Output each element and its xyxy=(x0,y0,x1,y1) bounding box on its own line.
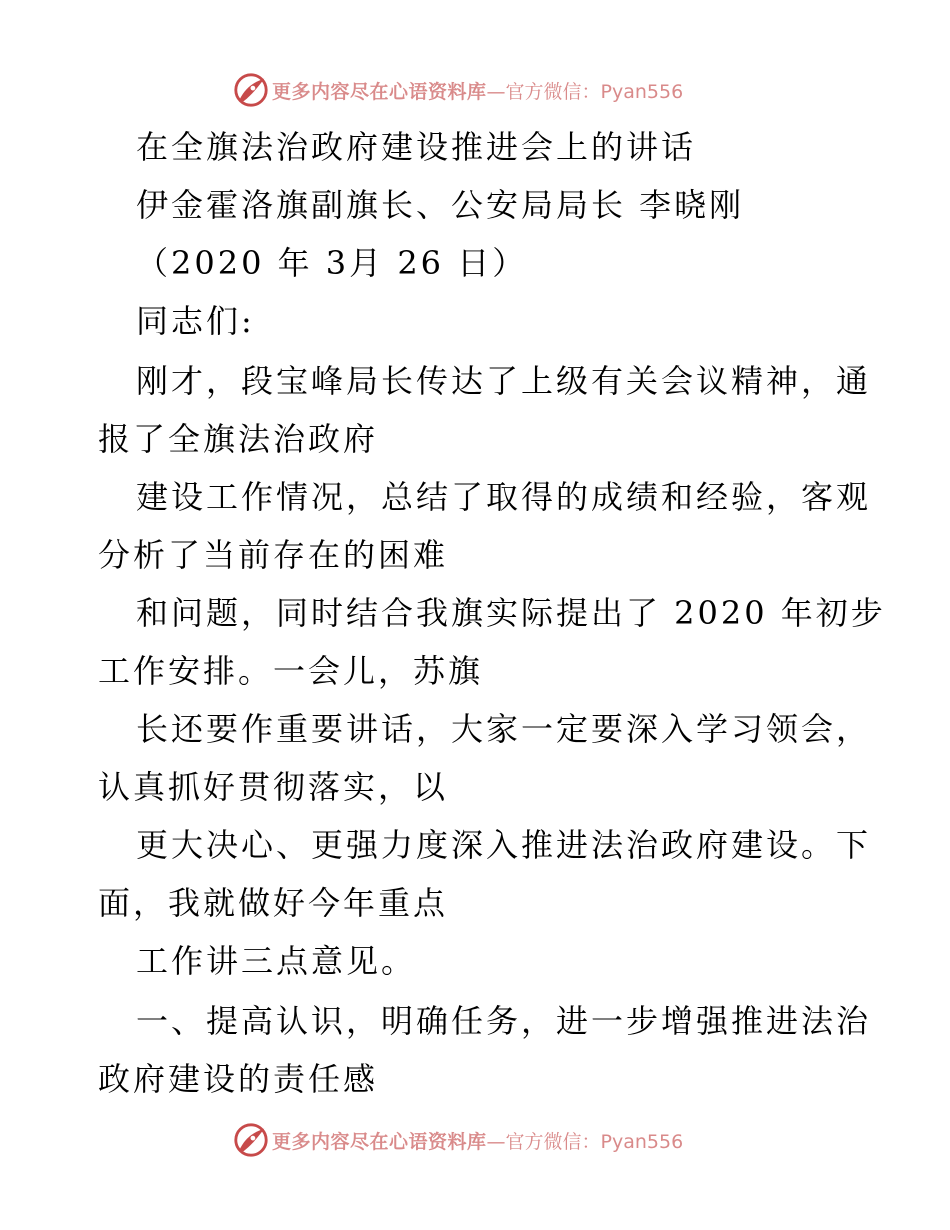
document-title: 在全旗法治政府建设推进会上的讲话 xyxy=(136,128,697,166)
section-heading: 一、提高认识，明确任务，进一步增强推进法治 xyxy=(136,1002,872,1040)
paragraph-line: 面，我就做好今年重点 xyxy=(98,884,449,922)
footer-banner xyxy=(232,1120,752,1160)
banner-main-text: 更多内容尽在心语资料库 xyxy=(272,1130,487,1153)
pen-nib-circle-icon xyxy=(232,1121,270,1159)
document-author: 伊金霍洛旗副旗长、公安局局长 李晓刚 xyxy=(136,186,745,224)
banner-wechat-text: —官方微信：Pyan556 xyxy=(486,1130,684,1153)
section-heading: 政府建设的责任感 xyxy=(98,1060,379,1098)
banner-wechat-text: —官方微信：Pyan556 xyxy=(486,80,684,103)
paragraph-line: 刚才，段宝峰局长传达了上级有关会议精神，通 xyxy=(136,362,872,400)
document-date: （2020 年 3月 26 日） xyxy=(136,244,528,282)
paragraph-line: 和问题，同时结合我旗实际提出了 2020 年初步 xyxy=(136,594,886,632)
paragraph-line: 长还要作重要讲话，大家一定要深入学习领会， xyxy=(136,710,872,748)
paragraph-line: 更大决心、更强力度深入推进法治政府建设。下 xyxy=(136,826,872,864)
salutation: 同志们: xyxy=(136,302,255,340)
paragraph-line: 分析了当前存在的困难 xyxy=(98,536,449,574)
pen-nib-circle-icon xyxy=(232,71,270,109)
header-banner xyxy=(232,70,752,110)
banner-main-text: 更多内容尽在心语资料库 xyxy=(272,80,487,103)
paragraph-line: 报了全旗法治政府 xyxy=(98,420,379,458)
paragraph-line: 工作安排。一会儿，苏旗 xyxy=(98,652,484,690)
paragraph-line: 工作讲三点意见。 xyxy=(136,942,417,980)
paragraph-line: 认真抓好贯彻落实，以 xyxy=(98,768,449,806)
paragraph-line: 建设工作情况，总结了取得的成绩和经验，客观 xyxy=(136,478,872,516)
